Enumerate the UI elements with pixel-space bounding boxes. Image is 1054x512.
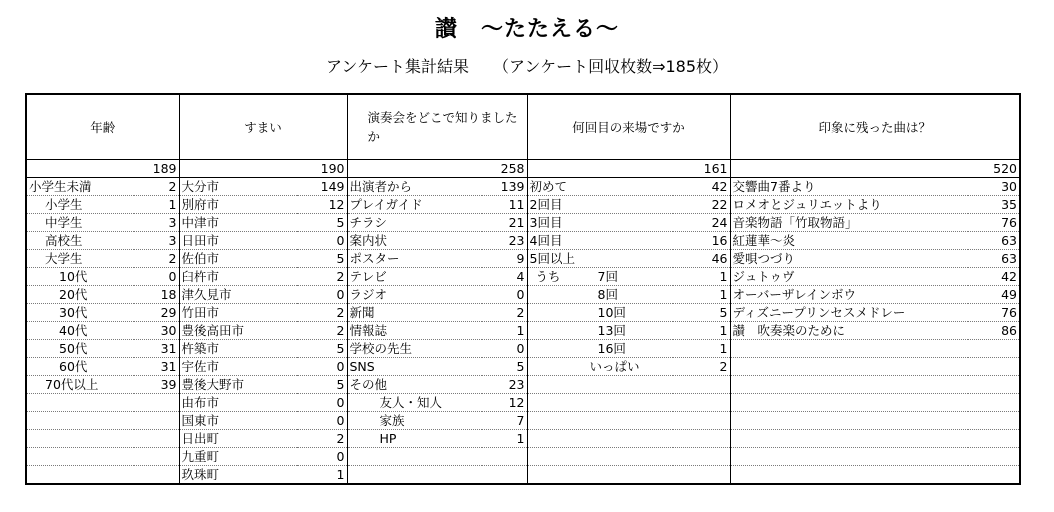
visits-label: 4回目	[527, 232, 673, 250]
residence-value: 2	[297, 304, 347, 322]
visits-value: 16	[673, 232, 730, 250]
song-value-empty	[968, 376, 1020, 394]
song-label: オーバーザレインボウ	[730, 286, 968, 304]
residence-value: 1	[297, 466, 347, 485]
visits-label: 初めて	[527, 178, 673, 196]
age-label-empty	[26, 430, 134, 448]
residence-value: 12	[297, 196, 347, 214]
visits-label	[527, 340, 673, 358]
visits-label	[527, 268, 673, 286]
visits-value-empty	[673, 376, 730, 394]
age-value-empty	[134, 394, 179, 412]
song-value: 76	[968, 214, 1020, 232]
age-label: 高校生	[26, 232, 134, 250]
age-value: 3	[134, 214, 179, 232]
age-label-empty	[26, 448, 134, 466]
total-age: 189	[26, 160, 179, 178]
residence-value: 5	[297, 250, 347, 268]
residence-value: 2	[297, 430, 347, 448]
song-label: 讃 吹奏楽のために	[730, 322, 968, 340]
age-value-empty	[134, 466, 179, 485]
age-label-empty	[26, 394, 134, 412]
visits-value-empty	[673, 448, 730, 466]
song-label-empty	[730, 340, 968, 358]
song-label-empty	[730, 466, 968, 485]
residence-value: 149	[297, 178, 347, 196]
residence-label: 宇佐市	[179, 358, 297, 376]
residence-label: 豊後高田市	[179, 322, 297, 340]
visits-prefix: うち	[535, 269, 561, 284]
totals-row	[26, 160, 1020, 178]
visits-label: 3回目	[527, 214, 673, 232]
visits-label-empty	[527, 394, 673, 412]
residence-value: 0	[297, 412, 347, 430]
source-value: 9	[482, 250, 527, 268]
source-value: 23	[482, 232, 527, 250]
visits-label: 2回目	[527, 196, 673, 214]
residence-value: 2	[297, 268, 347, 286]
age-value-empty	[134, 448, 179, 466]
song-value-empty	[968, 412, 1020, 430]
age-label-empty	[26, 466, 134, 485]
table-row	[26, 196, 1020, 214]
table-row	[26, 250, 1020, 268]
table-row	[26, 358, 1020, 376]
table-row	[26, 466, 1020, 485]
song-value: 86	[968, 322, 1020, 340]
source-value-empty	[482, 466, 527, 485]
source-label-empty	[347, 466, 482, 485]
song-value-empty	[968, 466, 1020, 485]
song-value: 49	[968, 286, 1020, 304]
table-row	[26, 268, 1020, 286]
visits-label-empty	[527, 466, 673, 485]
visits-label-empty	[527, 376, 673, 394]
visits-value: 46	[673, 250, 730, 268]
song-label: ジュトゥヴ	[730, 268, 968, 286]
song-value: 63	[968, 232, 1020, 250]
table-row	[26, 340, 1020, 358]
visits-sublabel: 7回	[597, 269, 618, 284]
residence-label: 大分市	[179, 178, 297, 196]
table-row	[26, 214, 1020, 232]
residence-label: 豊後大野市	[179, 376, 297, 394]
visits-value-empty	[673, 466, 730, 485]
residence-label: 別府市	[179, 196, 297, 214]
source-label: 新聞	[347, 304, 482, 322]
song-label: 音楽物語「竹取物語」	[730, 214, 968, 232]
visits-value: 1	[673, 286, 730, 304]
age-value: 3	[134, 232, 179, 250]
residence-label: 国東市	[179, 412, 297, 430]
source-label: 案内状	[347, 232, 482, 250]
song-label-empty	[730, 430, 968, 448]
residence-value: 5	[297, 340, 347, 358]
visits-value-empty	[673, 394, 730, 412]
source-value: 0	[482, 286, 527, 304]
song-label: 紅蓮華〜炎	[730, 232, 968, 250]
table-row	[26, 232, 1020, 250]
header-source: 演奏会をどこで知りましたか	[347, 94, 527, 160]
residence-label: 日田市	[179, 232, 297, 250]
visits-sublabel: 10回	[597, 305, 626, 320]
visits-label: 5回以上	[527, 250, 673, 268]
table-row	[26, 376, 1020, 394]
song-value: 63	[968, 250, 1020, 268]
visits-value: 5	[673, 304, 730, 322]
residence-value: 5	[297, 214, 347, 232]
age-value: 30	[134, 322, 179, 340]
song-label-empty	[730, 376, 968, 394]
source-label: 学校の先生	[347, 340, 482, 358]
header-song: 印象に残った曲は？	[730, 94, 1020, 160]
source-value: 139	[482, 178, 527, 196]
total-visits: 161	[527, 160, 730, 178]
residence-value: 0	[297, 448, 347, 466]
residence-value: 0	[297, 358, 347, 376]
source-value: 11	[482, 196, 527, 214]
source-value: 7	[482, 412, 527, 430]
song-label-empty	[730, 448, 968, 466]
song-label: 愛唄つづり	[730, 250, 968, 268]
song-value: 35	[968, 196, 1020, 214]
age-value: 29	[134, 304, 179, 322]
age-label: 50代	[26, 340, 134, 358]
visits-label	[527, 286, 673, 304]
residence-label: 竹田市	[179, 304, 297, 322]
age-label: 70代以上	[26, 376, 134, 394]
song-value: 76	[968, 304, 1020, 322]
visits-sublabel: 8回	[597, 287, 618, 302]
visits-value: 1	[673, 322, 730, 340]
age-label: 大学生	[26, 250, 134, 268]
page-subtitle: アンケート集計結果 （アンケート回収枚数⇒185枚）	[325, 57, 729, 76]
age-value: 1	[134, 196, 179, 214]
visits-value: 24	[673, 214, 730, 232]
source-label: 情報誌	[347, 322, 482, 340]
table-row	[26, 394, 1020, 412]
age-value: 0	[134, 268, 179, 286]
residence-label: 由布市	[179, 394, 297, 412]
source-label: テレビ	[347, 268, 482, 286]
source-value: 5	[482, 358, 527, 376]
age-label-empty	[26, 412, 134, 430]
source-label: HP	[347, 430, 482, 448]
age-label: 40代	[26, 322, 134, 340]
age-label: 10代	[26, 268, 134, 286]
table-row	[26, 304, 1020, 322]
visits-value-empty	[673, 430, 730, 448]
age-value: 31	[134, 340, 179, 358]
source-label: ポスター	[347, 250, 482, 268]
residence-label: 津久見市	[179, 286, 297, 304]
age-label: 中学生	[26, 214, 134, 232]
source-label: 出演者から	[347, 178, 482, 196]
age-label: 30代	[26, 304, 134, 322]
age-value: 39	[134, 376, 179, 394]
age-value: 18	[134, 286, 179, 304]
song-value-empty	[968, 394, 1020, 412]
visits-label-empty	[527, 448, 673, 466]
source-value: 21	[482, 214, 527, 232]
visits-sublabel: 13回	[597, 323, 626, 338]
song-value: 42	[968, 268, 1020, 286]
visits-value: 2	[673, 358, 730, 376]
song-value-empty	[968, 448, 1020, 466]
visits-label	[527, 322, 673, 340]
song-label-empty	[730, 358, 968, 376]
table-row	[26, 448, 1020, 466]
age-value-empty	[134, 430, 179, 448]
song-label: 交響曲7番より	[730, 178, 968, 196]
age-value-empty	[134, 412, 179, 430]
source-label: チラシ	[347, 214, 482, 232]
visits-value: 22	[673, 196, 730, 214]
residence-value: 5	[297, 376, 347, 394]
total-song: 520	[730, 160, 1020, 178]
residence-label: 玖珠町	[179, 466, 297, 485]
residence-value: 2	[297, 322, 347, 340]
source-label: プレイガイド	[347, 196, 482, 214]
song-value-empty	[968, 358, 1020, 376]
source-value: 1	[482, 322, 527, 340]
age-label: 小学生未満	[26, 178, 134, 196]
age-label: 20代	[26, 286, 134, 304]
song-label-empty	[730, 412, 968, 430]
song-value-empty	[968, 430, 1020, 448]
visits-value: 42	[673, 178, 730, 196]
residence-label: 佐伯市	[179, 250, 297, 268]
survey-table	[25, 93, 1021, 485]
residence-label: 中津市	[179, 214, 297, 232]
total-source: 258	[347, 160, 527, 178]
song-label-empty	[730, 394, 968, 412]
visits-value: 1	[673, 268, 730, 286]
visits-sublabel: 16回	[597, 341, 626, 356]
total-residence: 190	[179, 160, 347, 178]
header-row	[26, 94, 1020, 160]
header-visits: 何回目の来場ですか	[527, 94, 730, 160]
song-value-empty	[968, 340, 1020, 358]
source-value: 23	[482, 376, 527, 394]
visits-sublabel: いっぱい	[589, 359, 640, 374]
residence-value: 0	[297, 394, 347, 412]
residence-value: 0	[297, 286, 347, 304]
visits-value: 1	[673, 340, 730, 358]
table-row	[26, 178, 1020, 196]
age-label: 小学生	[26, 196, 134, 214]
table-row	[26, 430, 1020, 448]
page-title: 讃 〜たたえる〜	[434, 17, 619, 42]
table-row	[26, 322, 1020, 340]
header-age: 年齢	[26, 94, 179, 160]
residence-label: 杵築市	[179, 340, 297, 358]
age-label: 60代	[26, 358, 134, 376]
source-label-empty	[347, 448, 482, 466]
source-value: 0	[482, 340, 527, 358]
residence-label: 日出町	[179, 430, 297, 448]
source-label: 家族	[347, 412, 482, 430]
source-label: SNS	[347, 358, 482, 376]
age-value: 2	[134, 250, 179, 268]
table-row	[26, 412, 1020, 430]
visits-label	[527, 358, 673, 376]
source-label: 友人・知人	[347, 394, 482, 412]
residence-label: 九重町	[179, 448, 297, 466]
visits-label-empty	[527, 412, 673, 430]
song-value: 30	[968, 178, 1020, 196]
age-value: 31	[134, 358, 179, 376]
source-value: 12	[482, 394, 527, 412]
source-value: 2	[482, 304, 527, 322]
source-value: 1	[482, 430, 527, 448]
table-row	[26, 286, 1020, 304]
visits-value-empty	[673, 412, 730, 430]
age-value: 2	[134, 178, 179, 196]
source-label: ラジオ	[347, 286, 482, 304]
song-label: ディズニープリンセスメドレー	[730, 304, 968, 322]
source-label: その他	[347, 376, 482, 394]
source-value-empty	[482, 448, 527, 466]
source-value: 4	[482, 268, 527, 286]
residence-value: 0	[297, 232, 347, 250]
visits-label-empty	[527, 430, 673, 448]
header-residence: すまい	[179, 94, 347, 160]
visits-label	[527, 304, 673, 322]
residence-label: 臼杵市	[179, 268, 297, 286]
song-label: ロメオとジュリエットより	[730, 196, 968, 214]
